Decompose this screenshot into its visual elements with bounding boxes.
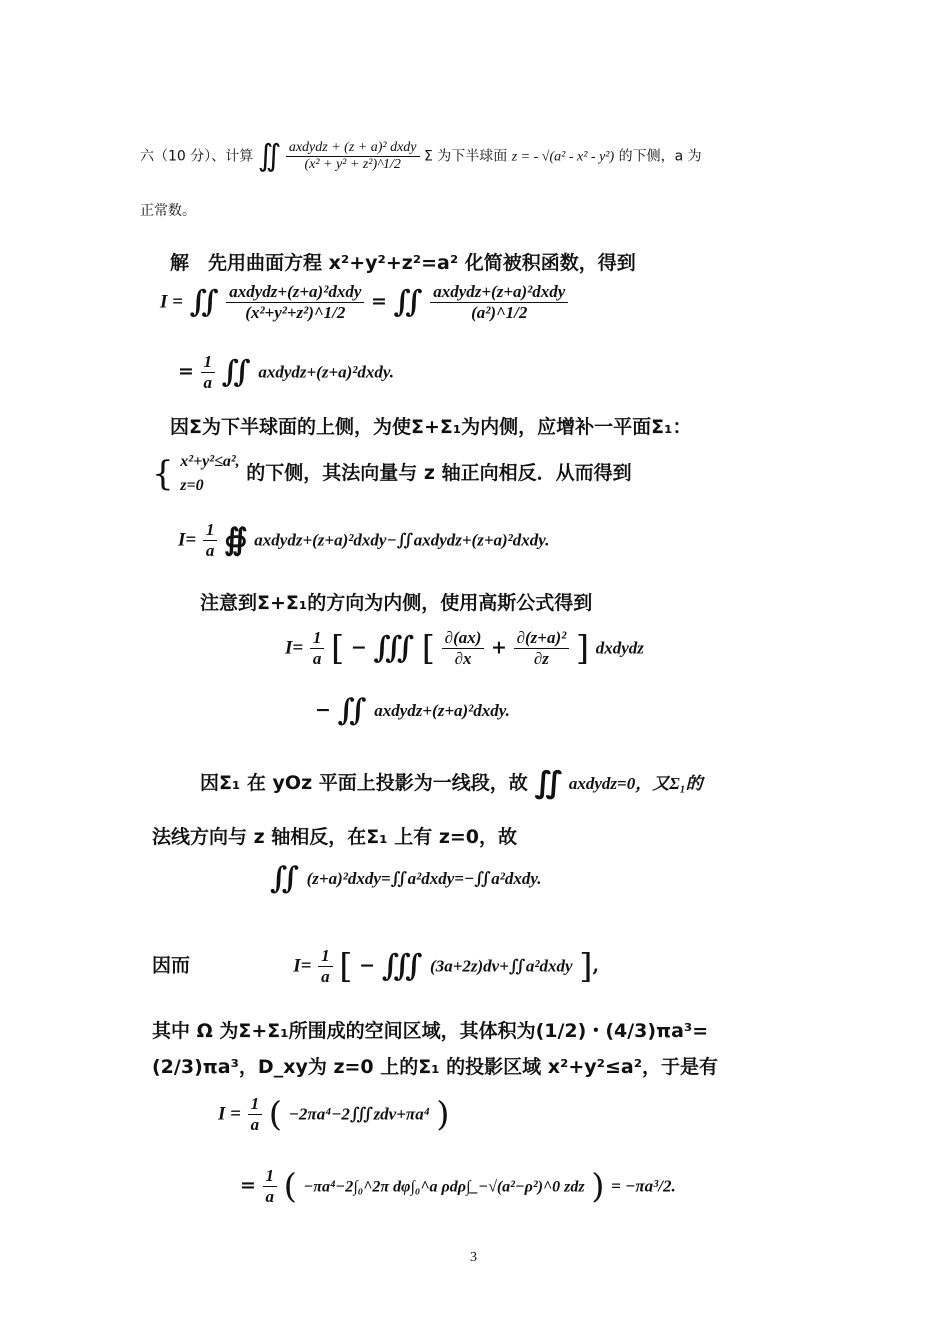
right-bracket: ] <box>579 946 593 987</box>
question-numerator: axdydz + (z + a)² dxdy <box>286 140 420 157</box>
solution-line-10 <box>200 765 703 801</box>
left-paren: ( <box>283 1166 297 1207</box>
partial-2-den: ∂z <box>533 649 549 668</box>
line-3-body: axdydz+(z+a)²dxdy. <box>258 362 395 382</box>
question-surface: z = - √(a² - x² - y²) <box>511 149 615 165</box>
question-prefix: 六（10 分）、计算 <box>140 148 254 165</box>
fraction-2-den: (a²)^1/2 <box>471 303 528 322</box>
line-6-body: axdydz+(z+a)²dxdy−∬axdydz+(z+a)²dxdy. <box>254 530 550 550</box>
one-over-a: $\frac{1}{a}$ <box>318 946 333 987</box>
double-integral-symbol: ∬ <box>393 284 424 320</box>
question-denominator: (x² + y² + z²)^1/2 <box>304 157 401 172</box>
solution-line-17: = $\frac{1}{a}$ ( −πa⁴−2∫₀^2π dφ∫₀^a ρdρ∫_−√(a²−ρ²)^0 zdz ) = −πa³/2. <box>240 1166 676 1207</box>
line-9-body: axdydz+(z+a)²dxdy. <box>374 701 510 720</box>
partial-fraction-1 <box>442 628 485 669</box>
partial-fraction-2 <box>514 628 570 669</box>
line-10-text: 因Σ₁ 在 yOz 平面上投影为一线段，故 <box>200 772 528 794</box>
line-12-body: (z+a)²dxdy=∬a²dxdy=−∬a²dxdy. <box>306 869 542 888</box>
left-bracket-inner: [ <box>421 628 436 669</box>
double-integral-symbol: ∬ <box>270 861 301 896</box>
solution-line-5 <box>152 450 632 498</box>
solution-line-16: I = $\frac{1}{a}$ ( −2πa⁴−2∭zdv+πa⁴ ) <box>218 1094 450 1135</box>
line-17-body: −πa⁴−2∫₀^2π dφ∫₀^a ρdρ∫_−√(a²−ρ²)^0 zdz <box>303 1178 585 1196</box>
solution-line-3: = $\frac{1}{a}$ ∬ axdydz+(z+a)²dxdy. <box>178 352 395 392</box>
final-result: = −πa³/2. <box>611 1176 676 1196</box>
line-16-body: −2πa⁴−2∭zdv+πa⁴ <box>288 1104 430 1124</box>
one-over-a: $\frac{1}{a}$ <box>263 1166 278 1207</box>
left-paren: ( <box>268 1094 282 1135</box>
left-bracket: [ <box>339 946 353 987</box>
question-sigma: Σ <box>423 148 433 165</box>
line-8-tail: dxdydz <box>595 638 644 658</box>
system-of-equations <box>180 450 239 498</box>
fraction-1-num: axdydz+(z+a)²dxdy <box>226 282 364 303</box>
one-over-a: $\frac{1}{a}$ <box>310 628 325 669</box>
one-over-a: $\frac{1}{a}$ <box>201 352 216 393</box>
triple-integral-symbol: ∭ <box>373 630 416 666</box>
system-eq-2: z=0 <box>180 477 204 494</box>
solution-line-15: (2/3)πa³，D_xy为 z=0 上的Σ₁ 的投影区域 x²+y²≤a²，于是有 <box>152 1056 719 1078</box>
right-bracket-inner: ] <box>575 628 590 669</box>
solution-line-9: − ∬ axdydz+(z+a)²dxdy. <box>315 693 510 728</box>
fraction-2 <box>430 282 568 323</box>
solution-line-11: 法线方向与 z 轴相反，在Σ₁ 上有 z=0，故 <box>152 826 518 848</box>
question-middle: 为下半球面 <box>437 148 508 165</box>
question-line-2: 正常数。 <box>140 203 196 219</box>
closed-double-integral-symbol: ∯ <box>223 522 248 558</box>
right-paren: ) <box>436 1094 450 1135</box>
right-paren: ) <box>591 1166 605 1207</box>
partial-2-num: ∂(z+a)² <box>514 628 570 649</box>
solution-line-4: 因Σ为下半球面的上侧，为使Σ+Σ₁为内侧，应增补一平面Σ₁： <box>170 416 692 438</box>
left-bracket: [ <box>330 628 345 669</box>
double-integral-symbol: ∬ <box>534 765 563 801</box>
partial-1-den: ∂x <box>454 649 472 668</box>
solution-line-1: 解 先用曲面方程 x²+y²+z²=a² 化简被积函数，得到 <box>170 252 636 274</box>
question-line-1 <box>140 140 702 173</box>
question-suffix: 的下侧，a 为 <box>618 148 702 165</box>
solution-line-8: I= $\frac{1}{a}$ [ − ∭ [ $\frac{\partial(ax)}{\partial x}$ + $\frac{\text{∂(z+a)²}}{\partial z}$ ] dxdydz <box>285 628 644 669</box>
system-eq-1: x²+y²≤a², <box>180 453 240 470</box>
partial-1-num: ∂(ax) <box>442 628 485 649</box>
solution-line-6: I= $\frac{1}{a}$ ∯ axdydz+(z+a)²dxdy−∬axdydz+(z+a)²dxdy. <box>178 520 550 560</box>
line-5-text: 的下侧，其法向量与 z 轴正向相反．从而得到 <box>246 462 632 484</box>
left-brace: { <box>152 454 174 494</box>
double-integral-symbol: ∬ <box>337 693 368 728</box>
triple-integral-symbol: ∭ <box>381 948 424 984</box>
double-integral-symbol: ∬ <box>189 284 220 320</box>
fraction-1-den: (x²+y²+z²)^1/2 <box>245 303 346 322</box>
one-over-a: $\frac{1}{a}$ <box>248 1094 263 1135</box>
double-integral-symbol: ∬ <box>221 354 252 390</box>
lhs-i: I = <box>160 291 183 313</box>
fraction-1 <box>226 282 364 323</box>
line-13-body: (3a+2z)dv+∬a²dxdy <box>430 956 573 976</box>
fraction-2-num: axdydz+(z+a)²dxdy <box>430 282 568 303</box>
solution-line-2: I = ∬ axdydz+(z+a)²dxdy (x²+y²+z²)^1/2 = ∬ axdydz+(z+a)²dxdy (a²)^1/2 <box>160 282 568 323</box>
solution-line-12 <box>270 861 542 896</box>
double-integral-symbol: ∬ <box>257 138 282 174</box>
question-integrand <box>286 140 420 173</box>
one-over-a: $\frac{1}{a}$ <box>203 520 218 561</box>
therefore-label: 因而 <box>152 954 191 977</box>
line-10-body: axdydz=0，又Σ₁的 <box>568 774 703 793</box>
solution-line-7: 注意到Σ+Σ₁的方向为内侧，使用高斯公式得到 <box>200 592 593 614</box>
page-number: 3 <box>470 1250 477 1265</box>
solution-line-13: 因而 I= $\frac{1}{a}$ [ − ∭ (3a+2z)dv+∬a²dxdy ], <box>152 946 600 987</box>
solution-line-14: 其中 Ω 为Σ+Σ₁所围成的空间区域，其体积为(1/2)・(4/3)πa³= <box>152 1020 709 1042</box>
